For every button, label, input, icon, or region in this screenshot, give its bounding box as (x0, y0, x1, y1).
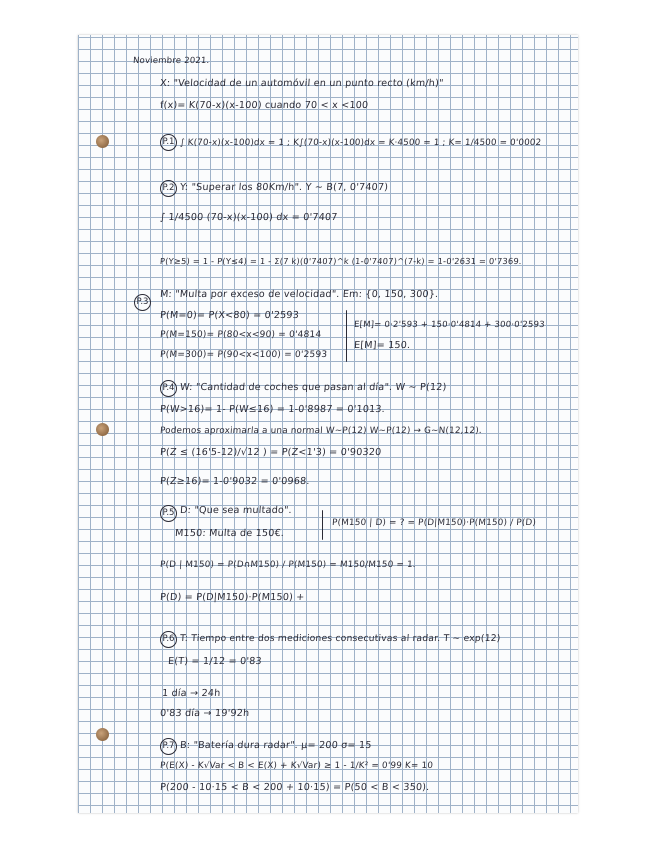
chebyshev-inequality: P(E(X) - K√Var < B < E(X) + K√Var) ≥ 1 - 1/K² = 0'99 K= 10 (159, 761, 434, 771)
approximation-result: P(Z≥16)= 1-0'9032 = 0'0968. (159, 476, 311, 487)
section-number-1: P.1 (160, 134, 177, 151)
section-number-2: P.2 (160, 180, 177, 197)
fine-150-definition: M150: Multa de 150€. (174, 528, 285, 539)
date-heading: Noviembre 2021. (132, 56, 210, 66)
fine-probability-150: P(M=150)= P(80<x<90) = 0'4814 (159, 330, 322, 340)
exceed-speed-definition: Y: "Superar los 80Km/h". Y ~ B(7, 0'7407) (179, 182, 389, 193)
density-function: f(x)= K(70-x)(x-100) cuando 70 < x <100 (159, 100, 369, 111)
bayes-bracket (322, 510, 323, 540)
normalization-equation: ∫ K(70-x)(x-100)dx = 1 ; K∫(70-x)(x-100)dx = K·4500 = 1 ; K= 1/4500 = 0'0002 (179, 138, 542, 148)
day-hours-rule: 1 día → 24h (161, 688, 221, 699)
section-number-3: P.3 (134, 294, 151, 311)
section-number-6: P.6 (160, 631, 177, 648)
variable-definition: X: "Velocidad de un automóvil en un punto recto (km/h)" (159, 78, 444, 89)
binder-hole-middle (96, 423, 109, 436)
section-number-5: P.5 (160, 505, 177, 522)
binder-hole-top (96, 135, 109, 148)
cars-definition: W: "Cantidad de coches que pasan al día". W ~ P(12) (179, 382, 447, 393)
expectation-value: E[M]= 150. (353, 340, 411, 351)
fine-probability-300: P(M=300)= P(90<x<100) = 0'2593 (159, 350, 328, 360)
notebook-page (78, 35, 578, 813)
fine-probability-0: P(M=0)= P(X<80) = 0'2593 (159, 310, 300, 321)
battery-interval: P(200 - 10·15 < B < 200 + 10·15) = P(50 < B < 350). (159, 782, 430, 793)
expectation-formula: E[M]= 0·2'593 + 150·0'4814 + 300·0'2593 (353, 320, 546, 330)
section-number-4: P.4 (160, 380, 177, 397)
probability-integral: ∫ 1/4500 (70-x)(x-100) dx = 0'7407 (159, 212, 338, 223)
battery-definition: B: "Batería dura radar". μ= 200 σ= 15 (179, 740, 372, 751)
bayes-formula: P(M150 | D) = ? = P(D|M150)·P(M150) / P(D) (331, 518, 537, 528)
total-probability: P(D) = P(D|M150)·P(M150) + (159, 592, 305, 603)
fined-event-definition: D: "Que sea multado". (179, 505, 293, 516)
converted-hours: 0'83 día → 19'92h (159, 708, 250, 719)
fine-definition: M: "Multa por exceso de velocidad". Em: {0, 150, 300}. (159, 289, 439, 300)
section-number-7: P.7 (160, 738, 177, 755)
standardized-probability: P(Z ≤ (16'5-12)/√12 ) = P(Z<1'3) = 0'90320 (159, 447, 382, 458)
binomial-probability: P(Y≥5) = 1 - P(Y≤4) = 1 - Σ(7 k)(0'7407)^k (1-0'7407)^(7-k) = 1-0'2631 = 0'7369. (159, 256, 523, 266)
radar-time-definition: T: Tiempo entre dos mediciones consecutivas al radar. T ~ exp(12) (179, 633, 501, 644)
system-bracket (346, 310, 347, 362)
poisson-probability: P(W>16)= 1- P(W≤16) = 1-0'8987 = 0'1013. (159, 404, 386, 415)
normal-approximation-note: Podemos aproximarla a una normal W~P(12) W~P(12) → G~N(12,12). (159, 426, 483, 436)
binder-hole-bottom (96, 728, 109, 741)
expected-time: E(T) = 1/12 = 0'83 (167, 656, 263, 667)
conditional-probability: P(D | M150) = P(D∩M150) / P(M150) = M150/M150 = 1. (159, 560, 417, 570)
